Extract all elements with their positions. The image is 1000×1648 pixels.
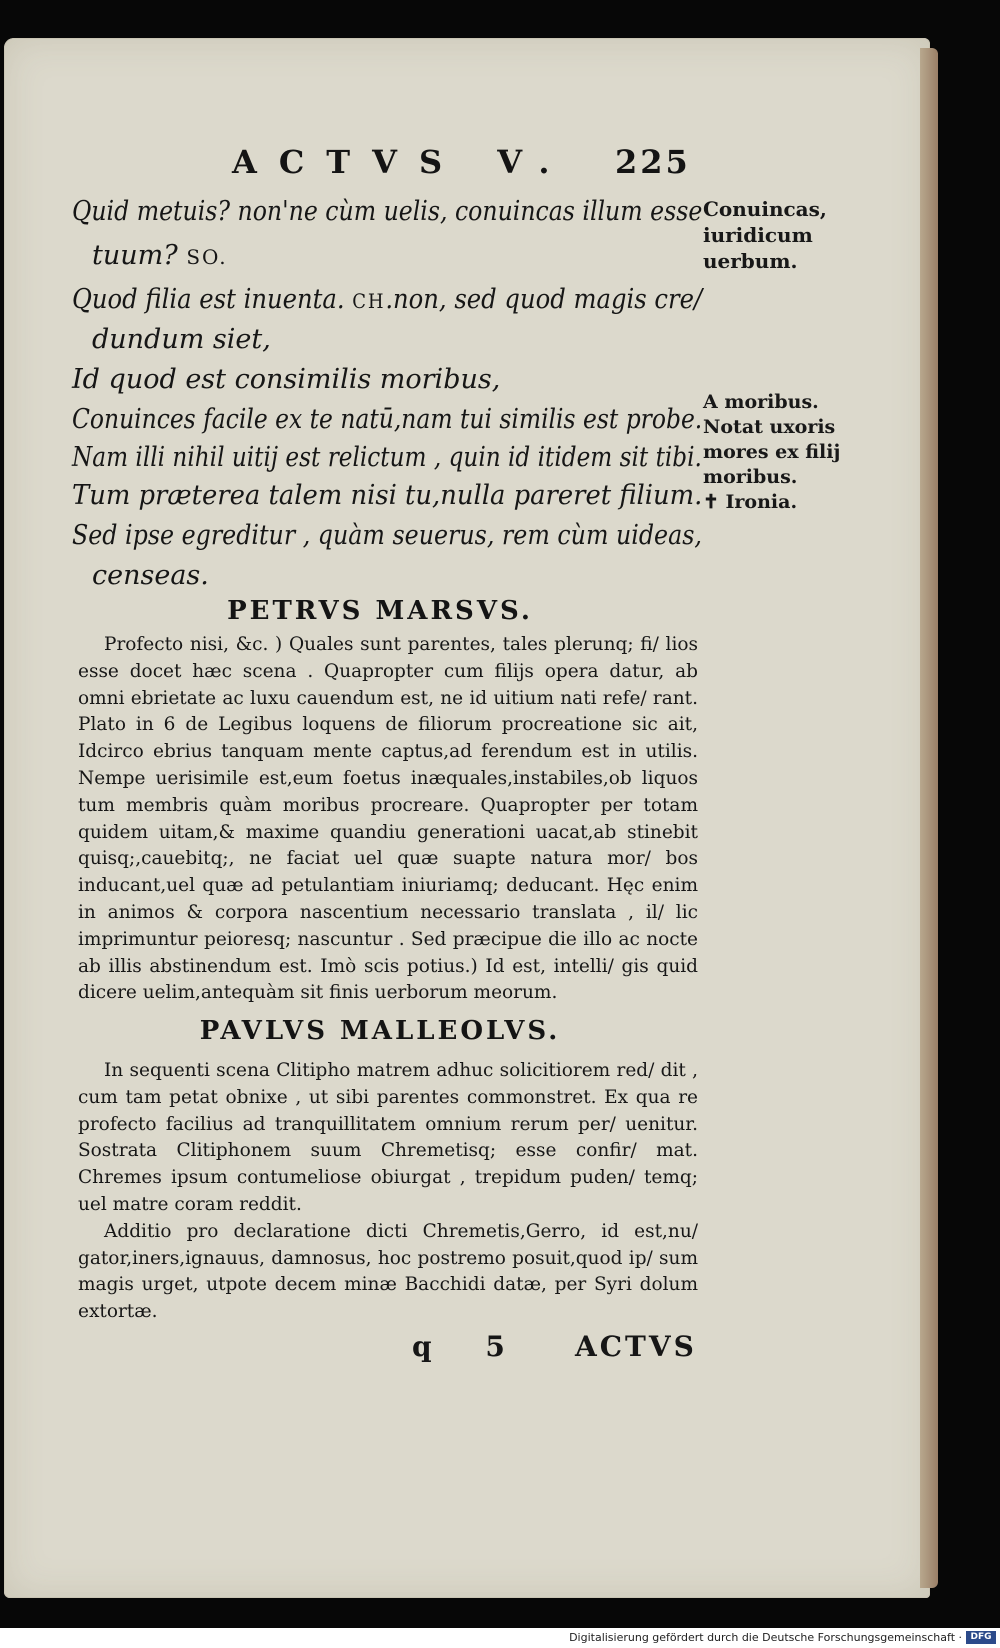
verse-line: Quid metuis? non'ne cùm uelis, conuincas illum esse xyxy=(72,196,703,227)
verse-text: tuum? xyxy=(92,240,178,271)
commentary-text xyxy=(78,632,698,1007)
verse-line xyxy=(92,238,722,275)
speaker-label: SO. xyxy=(186,245,228,269)
verse-line: Nam illi nihil uitij est relictum , quin id itidem sit tibi. xyxy=(72,442,702,473)
page-header xyxy=(0,143,1000,183)
commentary-title: PAVLVS MALLEOLVS. xyxy=(199,1016,561,1046)
margin-note: Conuincas, iuridicum uerbum. xyxy=(703,197,827,273)
commentary-paragraph: Additio pro declaratione dicti Chremetis,Gerro, id est,nu/ gator,iners,ignauus, damnosus, hoc postremo posuit,quod ip/ sum magis urget, utpote decem minæ Bacchidi datæ, per Syri dolum extortæ. xyxy=(78,1220,698,1323)
commentary-title: PETRVS MARSVS. xyxy=(227,596,533,626)
commentary-paragraph: Profecto nisi, &c. ) Quales sunt parentes, tales plerunq; fi/ lios esse docet hæc scena . Quapropter cum filijs opera datur, ab omni ebrietate ac luxu cauendum est, ne id uitium nati refe/ rant. Plato in 6 de Legibus loquens de filiorum procreatione sic ait, Idcirco ebrius tanquam mente captus,ad ferendum est in utilis. Nempe uerisimile est,eum foetus inæquales,instabiles,ob liquos tum membris quàm moribus procreare. Quapropter per totam quidem uitam,& maxime quandiu generationi uacat,ab stinebit quisq;,cauebitq;, ne faciat uel quæ suapte natura mor/ bos inducant,uel quæ ad petulantiam iniuriamq; deducant. Hęc enim in animos & corpora nascentium necessario translata , il/ lic imprimuntur peioresq; nascuntur . Sed præcipue die illo ac nocte ab illis abstinendum est. Imò scis potius.) Id est, intelli/ gis quid dicere uelim,antequàm sit finis uerborum meorum. xyxy=(78,634,698,1004)
margin-note: A moribus. Notat uxoris mores ex filij moribus. ✝ Ironia. xyxy=(703,391,841,513)
verse-line: Sed ipse egreditur , quàm seuerus, rem cùm uideas, xyxy=(72,520,702,551)
running-head: ACTVS V. xyxy=(232,143,572,181)
funding-notice: Digitalisierung gefördert durch die Deutsche Forschungsgemeinschaft · xyxy=(569,1631,962,1644)
catchword: ACTVS xyxy=(575,1330,697,1363)
verse-line: Conuinces facile ex te natū,nam tui similis est probe. xyxy=(72,404,703,435)
catchline xyxy=(0,1330,1000,1370)
dfg-logo: DFG xyxy=(966,1631,996,1644)
verse-line: censeas. xyxy=(92,560,209,591)
speaker-label: CH xyxy=(352,289,386,313)
page-number: 225 xyxy=(615,143,691,181)
verse-text: .non, sed quod magis cre/ xyxy=(385,284,703,315)
commentary-paragraph: In sequenti scena Clitipho matrem adhuc solicitiorem red/ dit , cum tam petat obnixe , ut sibi parentes commonstret. Ex qua re profecto facilius ad tranquillitatem omnium rerum per/ uenitur. Sostrata Clitiphonem suum Chremetisq; esse confir/ mat. Chremes ipsum contumeliose obiurgat , trepidum puden/ temq; uel matre coram reddit. xyxy=(78,1060,698,1215)
verse-line: Tum præterea talem nisi tu,nulla pareret filium. xyxy=(72,480,703,511)
verse-line: dundum siet, xyxy=(92,324,271,355)
commentary-text xyxy=(78,1058,698,1326)
signature-mark: q 5 xyxy=(412,1330,527,1363)
verse-line: Id quod est consimilis moribus, xyxy=(72,364,501,395)
verse-line xyxy=(72,282,703,319)
verse-text: Quod filia est inuenta. xyxy=(72,284,345,315)
